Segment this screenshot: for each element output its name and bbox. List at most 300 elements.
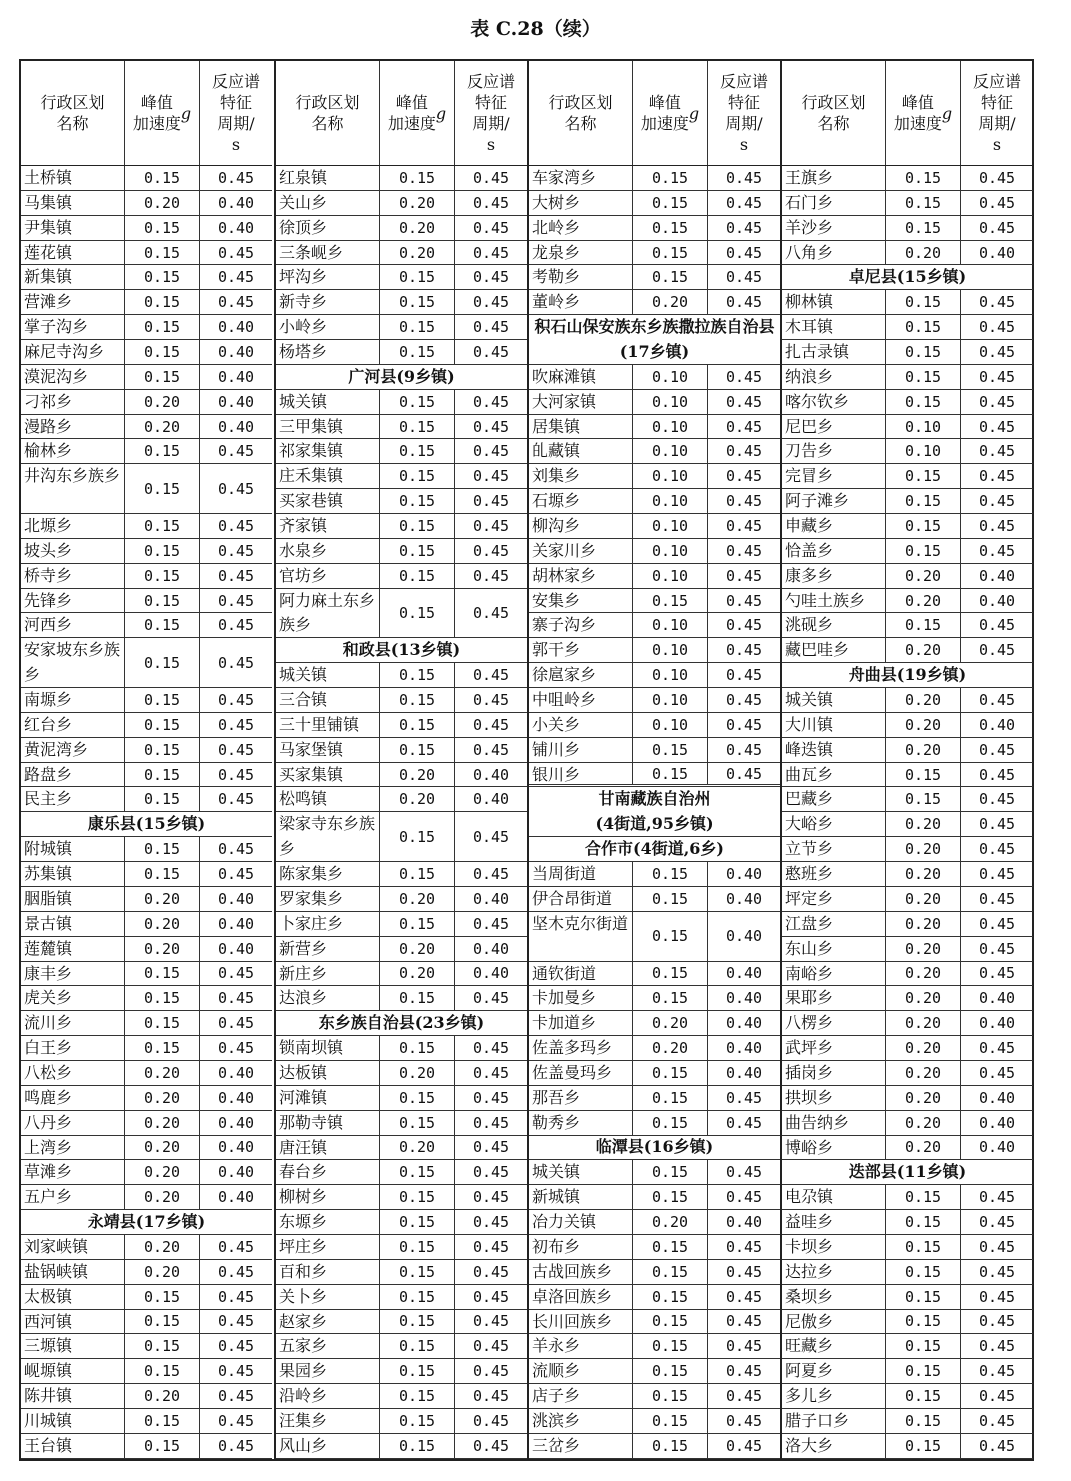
peak-acceleration-value: 0.10 xyxy=(633,439,708,463)
area-name: 康多乡 xyxy=(782,564,886,588)
table-row xyxy=(529,1384,780,1409)
area-name: 庄禾集镇 xyxy=(276,464,380,488)
area-name: 喀尔钦乡 xyxy=(782,390,886,414)
period-value: 0.45 xyxy=(978,1387,1016,1406)
area-name: 扎古录镇 xyxy=(782,340,886,364)
table-row xyxy=(782,787,1033,812)
peak-acceleration-value: 0.15 xyxy=(886,464,961,488)
table-row xyxy=(21,191,272,216)
period-value: 0.45 xyxy=(472,1387,510,1406)
peak-acceleration-value: 0.15 xyxy=(380,1185,455,1209)
peak-acceleration-value: 0.20 xyxy=(886,638,961,662)
peak-acceleration-value: 0.15 xyxy=(125,763,200,787)
area-name: 水泉乡 xyxy=(276,539,380,563)
table-row xyxy=(276,1285,527,1310)
table-row xyxy=(21,1061,272,1086)
period-value: 0.45 xyxy=(725,715,763,734)
area-name: 城关镇 xyxy=(276,390,380,414)
area-name: 五户乡 xyxy=(21,1185,125,1209)
area-name: 柳林镇 xyxy=(782,290,886,314)
peak-acceleration-value: 0.10 xyxy=(633,688,708,712)
table-row xyxy=(21,1036,272,1061)
period-value: 0.45 xyxy=(978,467,1016,486)
section-heading-line: (4街道,95乡镇) xyxy=(595,813,714,833)
period-value: 0.45 xyxy=(978,367,1016,386)
section-heading-text: 和政县(13乡镇) xyxy=(342,640,461,660)
table-row xyxy=(276,937,527,962)
peak-acceleration-value: 0.15 xyxy=(633,1434,708,1458)
table-row xyxy=(276,1434,527,1459)
period-value: 0.45 xyxy=(217,1387,255,1406)
period-value: 0.45 xyxy=(217,566,255,585)
section-heading-text: 舟曲县(19乡镇) xyxy=(848,665,967,685)
area-name: 营滩乡 xyxy=(21,290,125,314)
period-value: 0.40 xyxy=(978,1113,1016,1132)
peak-acceleration-value: 0.15 xyxy=(125,613,200,637)
peak-acceleration-value: 0.15 xyxy=(380,986,455,1010)
period-value: 0.45 xyxy=(217,1262,255,1281)
peak-acceleration-value: 0.20 xyxy=(633,290,708,314)
table-row xyxy=(782,1260,1033,1285)
peak-acceleration-value: 0.15 xyxy=(633,1086,708,1110)
peak-acceleration-value: 0.20 xyxy=(125,937,200,961)
area-name: 买家集镇 xyxy=(276,763,380,787)
peak-acceleration-value: 0.15 xyxy=(380,340,455,364)
peak-acceleration-value: 0.15 xyxy=(125,539,200,563)
area-name: 木耳镇 xyxy=(782,315,886,339)
table-row xyxy=(782,962,1033,987)
table-row xyxy=(21,1384,272,1409)
period-value: 0.45 xyxy=(472,1063,510,1082)
area-name: 新寺乡 xyxy=(276,290,380,314)
peak-acceleration-value: 0.15 xyxy=(380,713,455,737)
peak-acceleration-value: 0.20 xyxy=(125,1384,200,1408)
period-value: 0.45 xyxy=(472,1039,510,1057)
table-row xyxy=(529,415,780,440)
table-row xyxy=(21,887,272,912)
table-row xyxy=(529,1160,780,1185)
period-value: 0.45 xyxy=(472,1337,510,1356)
period-value: 0.45 xyxy=(472,603,510,622)
section-heading xyxy=(529,315,780,365)
period-value: 0.45 xyxy=(725,516,763,535)
area-name: 董岭乡 xyxy=(529,290,633,314)
period-value: 0.45 xyxy=(217,616,255,635)
header-peak-acceleration: 峰值 加速度 g xyxy=(633,61,708,165)
period-value: 0.45 xyxy=(217,1362,255,1381)
area-name: 曲瓦乡 xyxy=(782,763,886,787)
area-name: 土桥镇 xyxy=(21,166,125,190)
table-body xyxy=(21,166,272,1459)
table-row xyxy=(276,1384,527,1409)
period-value: 0.45 xyxy=(472,740,510,759)
area-name: 三合镇 xyxy=(276,688,380,712)
table-row xyxy=(529,1285,780,1310)
area-name: 柳树乡 xyxy=(276,1185,380,1209)
peak-acceleration-value: 0.15 xyxy=(886,489,961,513)
period-value: 0.40 xyxy=(217,1063,255,1082)
area-name: 草滩乡 xyxy=(21,1160,125,1184)
peak-acceleration-value: 0.20 xyxy=(633,1011,708,1035)
peak-acceleration-value: 0.15 xyxy=(125,315,200,339)
period-value: 0.45 xyxy=(725,1287,763,1306)
area-name: 那勒寺镇 xyxy=(276,1111,380,1135)
table-row xyxy=(782,1310,1033,1335)
area-name: 附城镇 xyxy=(21,837,125,861)
section-heading xyxy=(276,365,527,390)
period-value: 0.45 xyxy=(725,442,763,461)
area-name: 漫路乡 xyxy=(21,415,125,439)
area-name: 岘塬镇 xyxy=(21,1359,125,1383)
area-name: 吹麻滩镇 xyxy=(529,365,633,389)
area-name: 松鸣镇 xyxy=(276,787,380,811)
peak-acceleration-value: 0.15 xyxy=(125,1036,200,1060)
period-value: 0.45 xyxy=(978,1063,1016,1082)
table-row xyxy=(782,912,1033,937)
area-name: 掌子沟乡 xyxy=(21,315,125,339)
section-heading xyxy=(529,787,780,837)
table-row xyxy=(782,1409,1033,1434)
period-value: 0.40 xyxy=(217,1138,255,1157)
peak-acceleration-value: 0.15 xyxy=(886,1260,961,1284)
area-name: 风山乡 xyxy=(276,1434,380,1458)
area-name: 卡坝乡 xyxy=(782,1235,886,1259)
table-row xyxy=(276,489,527,514)
table-row xyxy=(529,166,780,191)
period-value: 0.45 xyxy=(472,827,510,846)
period-value: 0.45 xyxy=(725,740,763,759)
table-row xyxy=(276,589,527,639)
peak-acceleration-value: 0.15 xyxy=(125,738,200,762)
period-value: 0.45 xyxy=(725,268,763,287)
header-period: 反应谱 特征 周期/ s xyxy=(211,72,260,154)
table-row xyxy=(782,812,1033,837)
table-row xyxy=(21,1334,272,1359)
period-value: 0.45 xyxy=(978,1411,1016,1430)
table-row xyxy=(276,439,527,464)
table-row xyxy=(529,1235,780,1260)
period-value: 0.45 xyxy=(725,690,763,709)
peak-acceleration-value: 0.15 xyxy=(633,1334,708,1358)
peak-acceleration-value: 0.15 xyxy=(125,589,200,613)
period-value: 0.45 xyxy=(978,740,1016,759)
table-row xyxy=(21,738,272,763)
area-name: 安家坡东乡族乡 xyxy=(21,638,125,687)
peak-acceleration-value: 0.15 xyxy=(380,1359,455,1383)
area-name: 北岭乡 xyxy=(529,216,633,240)
period-value: 0.45 xyxy=(217,1436,255,1455)
table-row xyxy=(782,1434,1033,1459)
period-value: 0.40 xyxy=(978,591,1016,610)
area-name: 寨子沟乡 xyxy=(529,613,633,637)
table-row xyxy=(276,340,527,365)
area-name: 完冒乡 xyxy=(782,464,886,488)
area-name: 东山乡 xyxy=(782,937,886,961)
table-row xyxy=(782,1235,1033,1260)
period-value: 0.40 xyxy=(217,939,255,958)
area-name: 黄泥湾乡 xyxy=(21,738,125,762)
period-value: 0.45 xyxy=(725,1163,763,1182)
peak-acceleration-value: 0.10 xyxy=(886,439,961,463)
peak-acceleration-value: 0.20 xyxy=(380,937,455,961)
period-value: 0.45 xyxy=(978,516,1016,535)
period-value: 0.45 xyxy=(725,1436,763,1455)
peak-acceleration-value: 0.15 xyxy=(125,1434,200,1458)
peak-acceleration-value: 0.15 xyxy=(633,912,708,961)
peak-acceleration-value: 0.20 xyxy=(380,962,455,986)
table-row xyxy=(529,1310,780,1335)
area-name: 先锋乡 xyxy=(21,589,125,613)
area-name: 盐锅峡镇 xyxy=(21,1260,125,1284)
table-row xyxy=(276,787,527,812)
peak-acceleration-value: 0.20 xyxy=(886,688,961,712)
peak-acceleration-value: 0.15 xyxy=(886,514,961,538)
table-row xyxy=(529,1409,780,1434)
area-name: 胭脂镇 xyxy=(21,887,125,911)
area-name: 桑坝乡 xyxy=(782,1285,886,1309)
period-value: 0.45 xyxy=(472,1188,510,1207)
peak-acceleration-value: 0.15 xyxy=(380,688,455,712)
period-value: 0.45 xyxy=(472,1138,510,1157)
table-column-group xyxy=(21,61,272,1459)
period-value: 0.40 xyxy=(725,964,763,983)
peak-acceleration-value: 0.15 xyxy=(125,514,200,538)
peak-acceleration-value: 0.15 xyxy=(633,589,708,613)
area-name: 龙泉乡 xyxy=(529,241,633,265)
area-name: 太极镇 xyxy=(21,1285,125,1309)
period-value: 0.45 xyxy=(978,442,1016,461)
period-value: 0.45 xyxy=(217,864,255,883)
peak-acceleration-value: 0.15 xyxy=(633,1185,708,1209)
peak-acceleration-value: 0.15 xyxy=(380,564,455,588)
peak-acceleration-value: 0.20 xyxy=(125,1160,200,1184)
peak-acceleration-value: 0.15 xyxy=(380,1434,455,1458)
area-name: 马集镇 xyxy=(21,191,125,215)
peak-acceleration-value: 0.10 xyxy=(633,539,708,563)
table-row xyxy=(529,688,780,713)
table-row xyxy=(782,1011,1033,1036)
period-value: 0.45 xyxy=(472,293,510,312)
table-row xyxy=(782,464,1033,489)
peak-acceleration-value: 0.15 xyxy=(125,1011,200,1035)
peak-acceleration-value: 0.10 xyxy=(633,514,708,538)
table-row xyxy=(529,439,780,464)
peak-acceleration-value: 0.15 xyxy=(125,1310,200,1334)
period-value: 0.45 xyxy=(472,1362,510,1381)
table-row xyxy=(529,489,780,514)
area-name: 达拉乡 xyxy=(782,1260,886,1284)
area-name: 马家堡镇 xyxy=(276,738,380,762)
table-row xyxy=(21,1285,272,1310)
area-name: 城关镇 xyxy=(782,688,886,712)
table-row xyxy=(529,564,780,589)
period-value: 0.45 xyxy=(978,616,1016,635)
period-value: 0.45 xyxy=(217,1337,255,1356)
table-row xyxy=(529,464,780,489)
period-value: 0.40 xyxy=(978,715,1016,734)
table-row xyxy=(21,415,272,440)
area-name: 汪集乡 xyxy=(276,1409,380,1433)
table-row xyxy=(21,837,272,862)
area-name: 拱坝乡 xyxy=(782,1086,886,1110)
table-row xyxy=(21,763,272,788)
table-row xyxy=(276,1185,527,1210)
period-value: 0.45 xyxy=(472,442,510,461)
area-name: 唐汪镇 xyxy=(276,1136,380,1160)
period-value: 0.45 xyxy=(472,243,510,262)
area-name: 路盘乡 xyxy=(21,763,125,787)
table-row xyxy=(276,1260,527,1285)
peak-acceleration-value: 0.15 xyxy=(125,340,200,364)
area-name: 新庄乡 xyxy=(276,962,380,986)
peak-acceleration-value: 0.15 xyxy=(886,1434,961,1458)
period-value: 0.45 xyxy=(472,1213,510,1232)
table-row xyxy=(782,937,1033,962)
table-row xyxy=(782,589,1033,614)
table-row xyxy=(529,1334,780,1359)
peak-acceleration-value: 0.20 xyxy=(380,1136,455,1160)
period-value: 0.45 xyxy=(472,1163,510,1182)
area-name: 初布乡 xyxy=(529,1235,633,1259)
period-value: 0.45 xyxy=(217,1237,255,1256)
period-value: 0.40 xyxy=(472,889,510,908)
section-heading xyxy=(21,1210,272,1235)
area-name: 三岔乡 xyxy=(529,1434,633,1458)
period-value: 0.40 xyxy=(217,1088,255,1107)
section-heading xyxy=(276,1011,527,1036)
area-name: 勺哇土族乡 xyxy=(782,589,886,613)
table-row xyxy=(529,241,780,266)
period-value: 0.45 xyxy=(725,1362,763,1381)
peak-acceleration-value: 0.20 xyxy=(886,862,961,886)
area-name: 阿力麻土东乡族乡 xyxy=(276,589,380,638)
table-row xyxy=(21,962,272,987)
period-value: 0.45 xyxy=(217,715,255,734)
period-value: 0.45 xyxy=(978,541,1016,560)
peak-acceleration-value: 0.15 xyxy=(380,489,455,513)
area-name: 插岗乡 xyxy=(782,1061,886,1085)
table-row xyxy=(529,514,780,539)
table-row xyxy=(529,365,780,390)
area-name: 大川镇 xyxy=(782,713,886,737)
area-name: 三甲集镇 xyxy=(276,415,380,439)
table-row xyxy=(21,589,272,614)
peak-acceleration-value: 0.15 xyxy=(380,1111,455,1135)
peak-acceleration-value: 0.20 xyxy=(886,589,961,613)
table-row xyxy=(276,539,527,564)
area-name: 坪庄乡 xyxy=(276,1235,380,1259)
table-row xyxy=(529,1210,780,1235)
period-value: 0.45 xyxy=(472,218,510,237)
table-row xyxy=(21,1086,272,1111)
area-name: 麻尼寺沟乡 xyxy=(21,340,125,364)
peak-acceleration-value: 0.15 xyxy=(380,738,455,762)
seismic-parameter-table xyxy=(19,59,1034,1461)
period-value: 0.45 xyxy=(978,889,1016,908)
area-name: 阿子滩乡 xyxy=(782,489,886,513)
table-row xyxy=(276,1136,527,1161)
table-row xyxy=(529,986,780,1011)
peak-acceleration-value: 0.15 xyxy=(633,962,708,986)
peak-acceleration-value: 0.15 xyxy=(125,365,200,389)
peak-acceleration-value: 0.15 xyxy=(633,1061,708,1085)
period-value: 0.40 xyxy=(978,1088,1016,1107)
area-name: 大河家镇 xyxy=(529,390,633,414)
peak-acceleration-value: 0.10 xyxy=(633,613,708,637)
table-title: 表 C.28（续） xyxy=(470,18,601,40)
peak-acceleration-value: 0.15 xyxy=(380,589,455,638)
period-value: 0.45 xyxy=(217,765,255,784)
area-name: 关家川乡 xyxy=(529,539,633,563)
peak-acceleration-value: 0.15 xyxy=(886,1235,961,1259)
period-value: 0.45 xyxy=(725,417,763,436)
peak-acceleration-value: 0.15 xyxy=(633,216,708,240)
peak-acceleration-value: 0.20 xyxy=(380,241,455,265)
table-row xyxy=(21,166,272,191)
table-row xyxy=(21,1185,272,1210)
period-value: 0.40 xyxy=(472,964,510,983)
period-value: 0.45 xyxy=(725,1088,763,1107)
table-row xyxy=(21,787,272,812)
period-value: 0.45 xyxy=(472,914,510,933)
peak-acceleration-value: 0.15 xyxy=(633,166,708,190)
peak-acceleration-value: 0.15 xyxy=(380,539,455,563)
table-row xyxy=(21,1409,272,1434)
period-value: 0.45 xyxy=(217,690,255,709)
table-row xyxy=(529,663,780,688)
peak-acceleration-value: 0.20 xyxy=(125,887,200,911)
period-value: 0.45 xyxy=(217,989,255,1008)
area-name: 五家乡 xyxy=(276,1334,380,1358)
table-row xyxy=(276,1036,527,1061)
peak-acceleration-value: 0.15 xyxy=(886,290,961,314)
table-header xyxy=(21,61,272,166)
period-value: 0.45 xyxy=(725,591,763,610)
table-row xyxy=(21,638,272,688)
header-name: 行政区划 名称 xyxy=(21,61,125,165)
period-value: 0.45 xyxy=(472,492,510,511)
area-name: 果园乡 xyxy=(276,1359,380,1383)
table-row xyxy=(782,1185,1033,1210)
area-name: 关山乡 xyxy=(276,191,380,215)
period-value: 0.45 xyxy=(978,1188,1016,1207)
area-name: 刁祁乡 xyxy=(21,390,125,414)
area-name: 峰迭镇 xyxy=(782,738,886,762)
peak-acceleration-value: 0.15 xyxy=(380,315,455,339)
area-name: 江盘乡 xyxy=(782,912,886,936)
period-value: 0.45 xyxy=(978,790,1016,809)
header-period: 反应谱 特征 周期/ s xyxy=(719,72,768,154)
peak-acceleration-value: 0.15 xyxy=(633,738,708,762)
table-row xyxy=(21,862,272,887)
area-name: 新城镇 xyxy=(529,1185,633,1209)
table-row xyxy=(276,241,527,266)
area-name: 石门乡 xyxy=(782,191,886,215)
peak-acceleration-value: 0.15 xyxy=(125,564,200,588)
area-name: 佐盖多玛乡 xyxy=(529,1036,633,1060)
period-value: 0.40 xyxy=(725,864,763,883)
table-row xyxy=(782,1334,1033,1359)
area-name: 春台乡 xyxy=(276,1160,380,1184)
area-name: 刘家峡镇 xyxy=(21,1235,125,1259)
table-row xyxy=(782,613,1033,638)
period-value: 0.45 xyxy=(725,1411,763,1430)
area-name: 康丰乡 xyxy=(21,962,125,986)
table-row xyxy=(276,763,527,788)
peak-acceleration-value: 0.15 xyxy=(125,638,200,687)
area-name: 民主乡 xyxy=(21,787,125,811)
table-row xyxy=(276,1061,527,1086)
